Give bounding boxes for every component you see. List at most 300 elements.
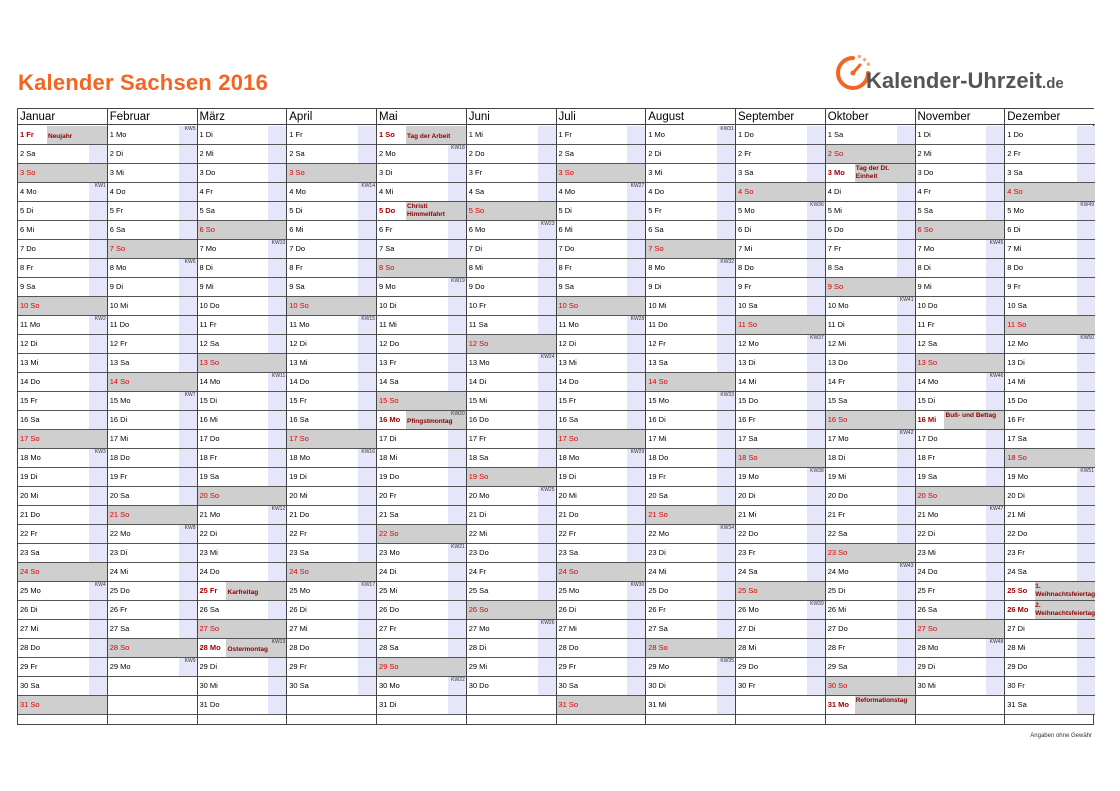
day-cell[interactable] [108, 278, 197, 297]
day-cell[interactable] [1005, 221, 1095, 240]
day-cell[interactable] [646, 145, 735, 164]
day-cell[interactable] [1005, 468, 1095, 487]
day-cell[interactable] [736, 126, 825, 145]
day-cell[interactable] [108, 525, 197, 544]
day-cell[interactable] [736, 145, 825, 164]
day-cell[interactable] [18, 639, 107, 658]
holiday-cell[interactable] [18, 126, 107, 145]
day-cell[interactable] [377, 449, 466, 468]
day-cell[interactable] [826, 601, 915, 620]
sunday-cell[interactable] [18, 696, 107, 715]
day-cell[interactable] [1005, 639, 1095, 658]
day-cell[interactable] [1005, 658, 1095, 677]
day-cell[interactable] [108, 487, 197, 506]
day-cell[interactable] [916, 126, 1005, 145]
day-cell[interactable] [916, 582, 1005, 601]
day-cell[interactable] [1005, 620, 1095, 639]
day-cell[interactable] [1005, 392, 1095, 411]
day-cell[interactable] [736, 392, 825, 411]
day-cell[interactable] [18, 335, 107, 354]
sunday-cell[interactable] [736, 316, 825, 335]
day-cell[interactable] [557, 202, 646, 221]
day-cell[interactable] [18, 221, 107, 240]
day-cell[interactable] [18, 601, 107, 620]
day-cell[interactable] [826, 259, 915, 278]
day-cell[interactable] [736, 411, 825, 430]
day-cell[interactable] [1005, 240, 1095, 259]
day-cell[interactable] [557, 658, 646, 677]
day-cell[interactable] [377, 183, 466, 202]
day-cell[interactable] [557, 259, 646, 278]
day-cell[interactable] [736, 335, 825, 354]
day-cell[interactable] [377, 487, 466, 506]
day-cell[interactable] [736, 354, 825, 373]
day-cell[interactable] [1005, 525, 1095, 544]
day-cell[interactable] [646, 696, 735, 715]
day-cell[interactable] [467, 449, 556, 468]
day-cell[interactable] [467, 297, 556, 316]
day-cell[interactable] [826, 620, 915, 639]
day-cell[interactable] [916, 145, 1005, 164]
day-cell[interactable] [557, 335, 646, 354]
day-cell[interactable] [467, 430, 556, 449]
day-cell[interactable] [377, 221, 466, 240]
day-cell[interactable] [377, 563, 466, 582]
day-cell[interactable] [108, 563, 197, 582]
day-cell[interactable] [1005, 487, 1095, 506]
day-cell[interactable] [18, 487, 107, 506]
day-cell[interactable] [557, 373, 646, 392]
day-cell[interactable] [467, 487, 556, 506]
day-cell[interactable] [1005, 278, 1095, 297]
sunday-cell[interactable] [826, 411, 915, 430]
day-cell[interactable] [198, 164, 287, 183]
day-cell[interactable] [916, 202, 1005, 221]
day-cell[interactable] [1005, 411, 1095, 430]
sunday-cell[interactable] [377, 259, 466, 278]
holiday-cell[interactable] [826, 696, 915, 715]
day-cell[interactable] [1005, 677, 1095, 696]
day-cell[interactable] [826, 183, 915, 202]
day-cell[interactable] [108, 164, 197, 183]
day-cell[interactable] [18, 240, 107, 259]
sunday-cell[interactable] [736, 449, 825, 468]
day-cell[interactable] [646, 316, 735, 335]
day-cell[interactable] [287, 126, 376, 145]
day-cell[interactable] [467, 183, 556, 202]
day-cell[interactable] [646, 392, 735, 411]
day-cell[interactable] [108, 221, 197, 240]
day-cell[interactable] [377, 430, 466, 449]
day-cell[interactable] [1005, 373, 1095, 392]
day-cell[interactable] [646, 544, 735, 563]
sunday-cell[interactable] [467, 335, 556, 354]
sunday-cell[interactable] [198, 354, 287, 373]
day-cell[interactable] [1005, 544, 1095, 563]
sunday-cell[interactable] [287, 430, 376, 449]
day-cell[interactable] [736, 506, 825, 525]
day-cell[interactable] [287, 620, 376, 639]
sunday-cell[interactable] [736, 183, 825, 202]
holiday-cell[interactable] [1005, 582, 1095, 601]
day-cell[interactable] [467, 278, 556, 297]
sunday-cell[interactable] [198, 221, 287, 240]
day-cell[interactable] [108, 449, 197, 468]
day-cell[interactable] [198, 544, 287, 563]
day-cell[interactable] [826, 506, 915, 525]
day-cell[interactable] [18, 354, 107, 373]
day-cell[interactable] [467, 316, 556, 335]
day-cell[interactable] [377, 468, 466, 487]
day-cell[interactable] [108, 411, 197, 430]
day-cell[interactable] [826, 525, 915, 544]
day-cell[interactable] [198, 563, 287, 582]
day-cell[interactable] [377, 335, 466, 354]
day-cell[interactable] [736, 620, 825, 639]
day-cell[interactable] [467, 544, 556, 563]
day-cell[interactable] [467, 506, 556, 525]
day-cell[interactable] [108, 297, 197, 316]
day-cell[interactable] [467, 411, 556, 430]
holiday-cell[interactable] [377, 126, 466, 145]
holiday-cell[interactable] [198, 582, 287, 601]
day-cell[interactable] [108, 259, 197, 278]
day-cell[interactable] [826, 392, 915, 411]
day-cell[interactable] [18, 202, 107, 221]
sunday-cell[interactable] [467, 468, 556, 487]
day-cell[interactable] [467, 221, 556, 240]
sunday-cell[interactable] [826, 278, 915, 297]
day-cell[interactable] [287, 487, 376, 506]
day-cell[interactable] [557, 411, 646, 430]
day-cell[interactable] [557, 392, 646, 411]
day-cell[interactable] [826, 563, 915, 582]
day-cell[interactable] [108, 544, 197, 563]
sunday-cell[interactable] [736, 582, 825, 601]
day-cell[interactable] [198, 449, 287, 468]
day-cell[interactable] [18, 677, 107, 696]
day-cell[interactable] [287, 373, 376, 392]
sunday-cell[interactable] [1005, 316, 1095, 335]
sunday-cell[interactable] [646, 639, 735, 658]
day-cell[interactable] [377, 240, 466, 259]
day-cell[interactable] [916, 164, 1005, 183]
day-cell[interactable] [18, 582, 107, 601]
day-cell[interactable] [108, 145, 197, 164]
sunday-cell[interactable] [916, 487, 1005, 506]
day-cell[interactable] [377, 639, 466, 658]
day-cell[interactable] [287, 221, 376, 240]
sunday-cell[interactable] [557, 696, 646, 715]
day-cell[interactable] [287, 278, 376, 297]
sunday-cell[interactable] [1005, 449, 1095, 468]
sunday-cell[interactable] [108, 240, 197, 259]
day-cell[interactable] [916, 259, 1005, 278]
day-cell[interactable] [18, 468, 107, 487]
day-cell[interactable] [646, 582, 735, 601]
day-cell[interactable] [826, 430, 915, 449]
day-cell[interactable] [377, 601, 466, 620]
day-cell[interactable] [467, 639, 556, 658]
day-cell[interactable] [826, 297, 915, 316]
day-cell[interactable] [287, 183, 376, 202]
day-cell[interactable] [826, 468, 915, 487]
day-cell[interactable] [916, 525, 1005, 544]
day-cell[interactable] [557, 449, 646, 468]
day-cell[interactable] [736, 487, 825, 506]
day-cell[interactable] [646, 221, 735, 240]
day-cell[interactable] [377, 506, 466, 525]
day-cell[interactable] [916, 449, 1005, 468]
day-cell[interactable] [646, 449, 735, 468]
day-cell[interactable] [198, 373, 287, 392]
day-cell[interactable] [377, 677, 466, 696]
day-cell[interactable] [377, 696, 466, 715]
day-cell[interactable] [287, 335, 376, 354]
day-cell[interactable] [377, 354, 466, 373]
day-cell[interactable] [108, 354, 197, 373]
day-cell[interactable] [557, 316, 646, 335]
day-cell[interactable] [377, 582, 466, 601]
day-cell[interactable] [287, 411, 376, 430]
sunday-cell[interactable] [377, 392, 466, 411]
day-cell[interactable] [736, 259, 825, 278]
day-cell[interactable] [916, 240, 1005, 259]
day-cell[interactable] [1005, 259, 1095, 278]
day-cell[interactable] [108, 392, 197, 411]
day-cell[interactable] [467, 563, 556, 582]
day-cell[interactable] [736, 468, 825, 487]
sunday-cell[interactable] [916, 221, 1005, 240]
day-cell[interactable] [916, 563, 1005, 582]
day-cell[interactable] [198, 411, 287, 430]
sunday-cell[interactable] [646, 240, 735, 259]
day-cell[interactable] [377, 620, 466, 639]
day-cell[interactable] [18, 658, 107, 677]
day-cell[interactable] [1005, 354, 1095, 373]
day-cell[interactable] [826, 335, 915, 354]
day-cell[interactable] [18, 183, 107, 202]
day-cell[interactable] [916, 468, 1005, 487]
day-cell[interactable] [287, 316, 376, 335]
day-cell[interactable] [108, 202, 197, 221]
day-cell[interactable] [198, 202, 287, 221]
day-cell[interactable] [646, 164, 735, 183]
day-cell[interactable] [646, 335, 735, 354]
day-cell[interactable] [287, 677, 376, 696]
day-cell[interactable] [18, 525, 107, 544]
day-cell[interactable] [646, 468, 735, 487]
day-cell[interactable] [557, 487, 646, 506]
day-cell[interactable] [736, 373, 825, 392]
day-cell[interactable] [108, 316, 197, 335]
day-cell[interactable] [557, 525, 646, 544]
day-cell[interactable] [18, 145, 107, 164]
day-cell[interactable] [826, 221, 915, 240]
day-cell[interactable] [287, 240, 376, 259]
sunday-cell[interactable] [826, 677, 915, 696]
day-cell[interactable] [736, 240, 825, 259]
day-cell[interactable] [467, 525, 556, 544]
day-cell[interactable] [557, 278, 646, 297]
day-cell[interactable] [198, 392, 287, 411]
day-cell[interactable] [557, 240, 646, 259]
day-cell[interactable] [646, 297, 735, 316]
day-cell[interactable] [467, 373, 556, 392]
day-cell[interactable] [18, 449, 107, 468]
day-cell[interactable] [826, 126, 915, 145]
day-cell[interactable] [1005, 164, 1095, 183]
day-cell[interactable] [736, 430, 825, 449]
day-cell[interactable] [826, 487, 915, 506]
day-cell[interactable] [736, 601, 825, 620]
day-cell[interactable] [557, 582, 646, 601]
sunday-cell[interactable] [826, 544, 915, 563]
day-cell[interactable] [646, 620, 735, 639]
day-cell[interactable] [1005, 563, 1095, 582]
day-cell[interactable] [108, 658, 197, 677]
day-cell[interactable] [646, 259, 735, 278]
day-cell[interactable] [287, 145, 376, 164]
day-cell[interactable] [287, 392, 376, 411]
day-cell[interactable] [377, 544, 466, 563]
day-cell[interactable] [198, 601, 287, 620]
sunday-cell[interactable] [108, 506, 197, 525]
day-cell[interactable] [18, 259, 107, 278]
day-cell[interactable] [287, 582, 376, 601]
sunday-cell[interactable] [18, 430, 107, 449]
day-cell[interactable] [467, 677, 556, 696]
sunday-cell[interactable] [557, 297, 646, 316]
sunday-cell[interactable] [557, 430, 646, 449]
sunday-cell[interactable] [198, 487, 287, 506]
day-cell[interactable] [467, 240, 556, 259]
day-cell[interactable] [467, 354, 556, 373]
day-cell[interactable] [916, 639, 1005, 658]
day-cell[interactable] [1005, 430, 1095, 449]
day-cell[interactable] [18, 316, 107, 335]
day-cell[interactable] [557, 468, 646, 487]
day-cell[interactable] [826, 354, 915, 373]
day-cell[interactable] [916, 506, 1005, 525]
day-cell[interactable] [108, 468, 197, 487]
day-cell[interactable] [736, 278, 825, 297]
day-cell[interactable] [287, 525, 376, 544]
day-cell[interactable] [646, 126, 735, 145]
day-cell[interactable] [646, 487, 735, 506]
day-cell[interactable] [557, 677, 646, 696]
day-cell[interactable] [557, 145, 646, 164]
day-cell[interactable] [1005, 145, 1095, 164]
holiday-cell[interactable] [377, 411, 466, 430]
day-cell[interactable] [826, 316, 915, 335]
day-cell[interactable] [826, 658, 915, 677]
sunday-cell[interactable] [18, 297, 107, 316]
sunday-cell[interactable] [916, 620, 1005, 639]
day-cell[interactable] [916, 278, 1005, 297]
day-cell[interactable] [826, 202, 915, 221]
day-cell[interactable] [287, 601, 376, 620]
day-cell[interactable] [467, 259, 556, 278]
day-cell[interactable] [287, 639, 376, 658]
day-cell[interactable] [198, 240, 287, 259]
day-cell[interactable] [646, 354, 735, 373]
day-cell[interactable] [736, 658, 825, 677]
day-cell[interactable] [557, 506, 646, 525]
sunday-cell[interactable] [916, 354, 1005, 373]
day-cell[interactable] [646, 525, 735, 544]
sunday-cell[interactable] [467, 601, 556, 620]
day-cell[interactable] [916, 658, 1005, 677]
day-cell[interactable] [646, 202, 735, 221]
sunday-cell[interactable] [467, 202, 556, 221]
day-cell[interactable] [198, 335, 287, 354]
day-cell[interactable] [916, 544, 1005, 563]
day-cell[interactable] [108, 335, 197, 354]
day-cell[interactable] [287, 658, 376, 677]
day-cell[interactable] [916, 430, 1005, 449]
day-cell[interactable] [646, 183, 735, 202]
day-cell[interactable] [467, 658, 556, 677]
day-cell[interactable] [736, 525, 825, 544]
day-cell[interactable] [646, 278, 735, 297]
day-cell[interactable] [198, 259, 287, 278]
day-cell[interactable] [377, 373, 466, 392]
day-cell[interactable] [108, 126, 197, 145]
day-cell[interactable] [557, 183, 646, 202]
day-cell[interactable] [377, 316, 466, 335]
day-cell[interactable] [736, 221, 825, 240]
day-cell[interactable] [198, 525, 287, 544]
sunday-cell[interactable] [557, 164, 646, 183]
sunday-cell[interactable] [1005, 183, 1095, 202]
day-cell[interactable] [198, 316, 287, 335]
holiday-cell[interactable] [916, 411, 1005, 430]
day-cell[interactable] [108, 601, 197, 620]
day-cell[interactable] [377, 164, 466, 183]
holiday-cell[interactable] [826, 164, 915, 183]
day-cell[interactable] [18, 544, 107, 563]
day-cell[interactable] [287, 506, 376, 525]
day-cell[interactable] [826, 449, 915, 468]
day-cell[interactable] [198, 677, 287, 696]
day-cell[interactable] [198, 297, 287, 316]
day-cell[interactable] [557, 544, 646, 563]
day-cell[interactable] [377, 145, 466, 164]
day-cell[interactable] [18, 411, 107, 430]
day-cell[interactable] [1005, 297, 1095, 316]
day-cell[interactable] [736, 297, 825, 316]
day-cell[interactable] [108, 582, 197, 601]
day-cell[interactable] [287, 354, 376, 373]
day-cell[interactable] [198, 468, 287, 487]
day-cell[interactable] [916, 335, 1005, 354]
site-logo[interactable] [832, 50, 1082, 100]
day-cell[interactable] [826, 639, 915, 658]
day-cell[interactable] [646, 677, 735, 696]
day-cell[interactable] [287, 468, 376, 487]
day-cell[interactable] [916, 297, 1005, 316]
sunday-cell[interactable] [18, 563, 107, 582]
day-cell[interactable] [916, 601, 1005, 620]
day-cell[interactable] [108, 183, 197, 202]
day-cell[interactable] [108, 620, 197, 639]
day-cell[interactable] [1005, 506, 1095, 525]
sunday-cell[interactable] [377, 525, 466, 544]
day-cell[interactable] [467, 145, 556, 164]
day-cell[interactable] [287, 259, 376, 278]
day-cell[interactable] [287, 544, 376, 563]
